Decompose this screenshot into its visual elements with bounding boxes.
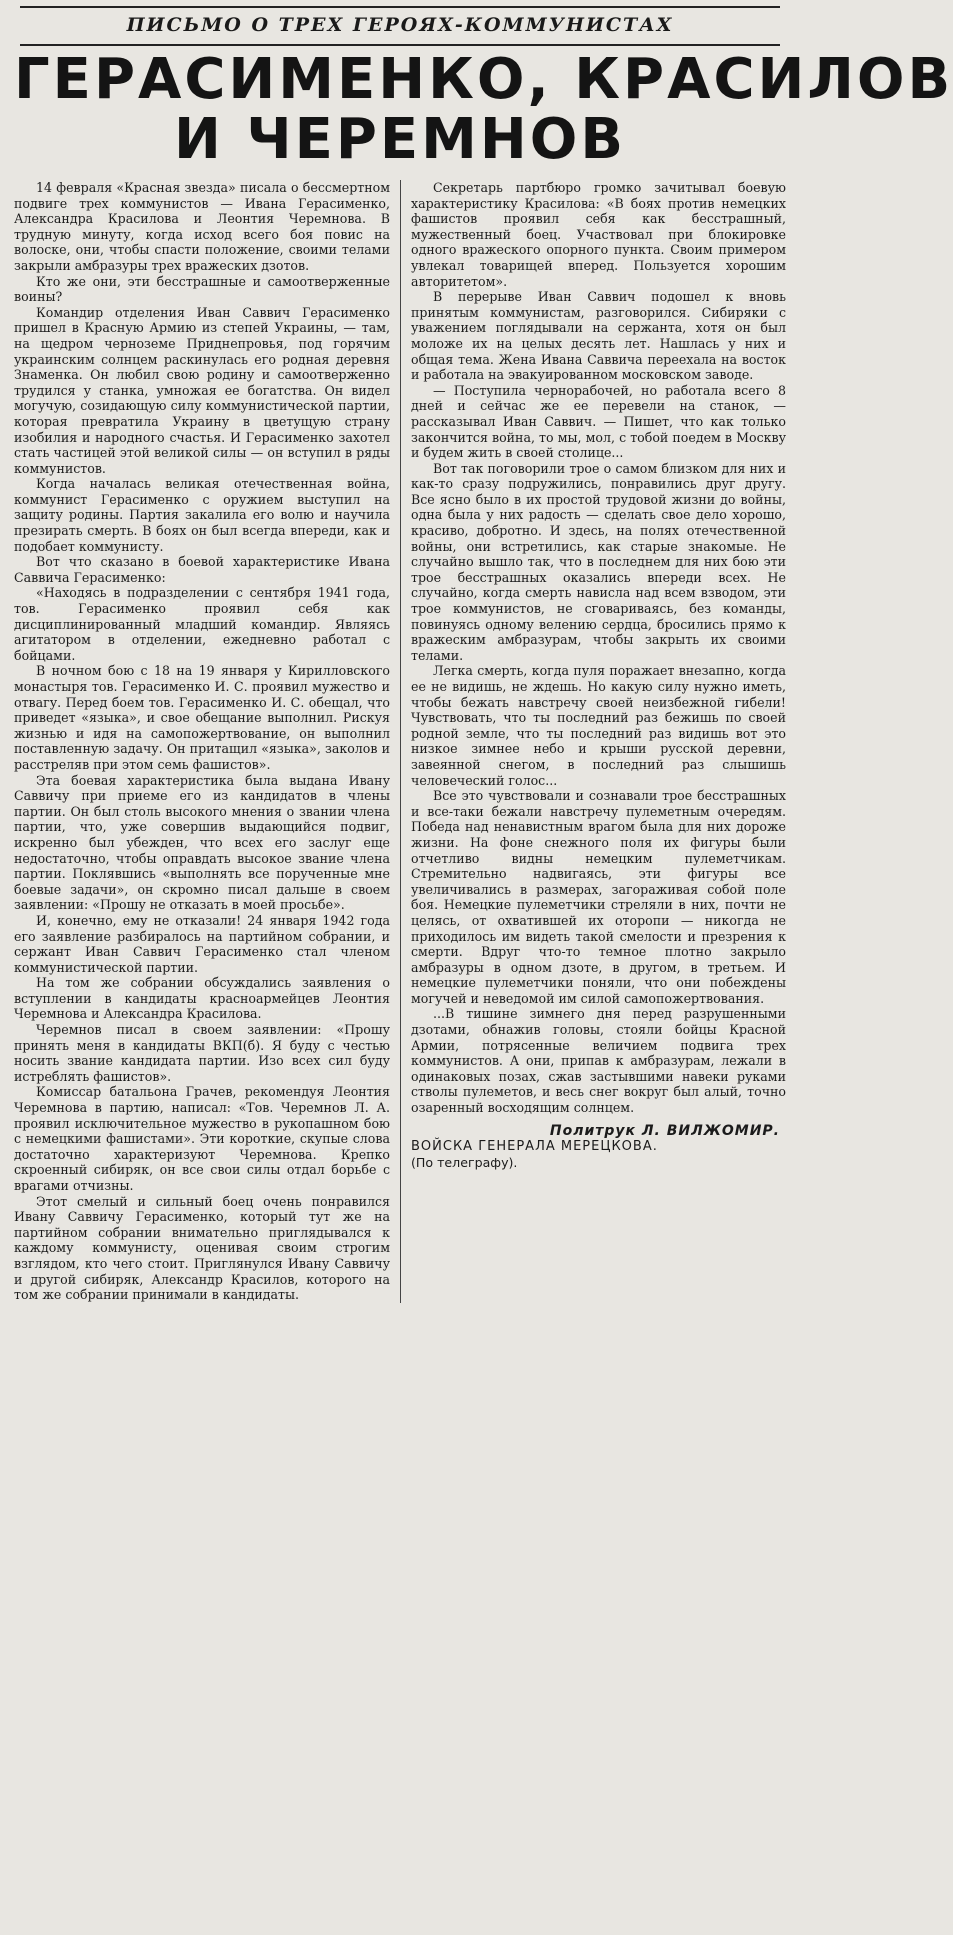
paragraph: Черемнов писал в своем заявлении: «Прошу принять меня в кандидаты ВКП(б). Я буду с честью носить звание кандидата партии. Изо всех сил буду истреблять фашистов». — [14, 1022, 390, 1084]
paragraph: Командир отделения Иван Саввич Герасименко пришел в Красную Армию из степей Украины, — там, на щедром черноземе Приднепровья, под горячим украинским солнцем раскинулась его родная деревня Знаменка. Он любил свою родину и самоотверженно трудился у станка, умножая ее богатства. Он видел могучую, созидающую силу коммунистической партии, которая превратила Украину в цветущую страну изобилия и народного счастья. И Герасименко захотел стать частицей этой великой силы — он вступил в ряды коммунистов. — [14, 304, 390, 476]
headline-line-2: И ЧЕРЕМНОВ — [173, 107, 627, 172]
paragraph: В перерыве Иван Саввич подошел к вновь принятым коммунистам, разговорился. Сибиряки с уважением поглядывали на сержанта, хотя он был моложе их на целых десять лет. Нашлась у них и общая тема. Жена Ивана Саввича переехала на восток и работала на эвакуированном московском заводе. — [411, 289, 786, 383]
rubric-rule — [20, 44, 780, 46]
paragraph: Легка смерть, когда пуля поражает внезапно, когда ее не видишь, не ждешь. Но какую силу нужно иметь, чтобы бежать навстречу своей неизбежной гибели! Чувствовать, что ты последний раз бежишь по своей родной земле, что ты последний раз видишь вот это низкое зимнее небо и крыши русской деревни, завеянной снегом, в последний раз слышишь человеческий голос... — [411, 663, 786, 788]
unit-line: ВОЙСКА ГЕНЕРАЛА МЕРЕЦКОВА. — [411, 1139, 658, 1155]
right-column — [400, 180, 786, 1303]
headline — [14, 47, 953, 172]
paragraph: — Поступила чернорабочей, но работала всего 8 дней и сейчас же ее перевели на станок, — рассказывал Иван Саввич. — Пишет, что как только закончится война, то мы, мол, с тобой поедем в Москву и будем жить в своей столице... — [411, 382, 786, 461]
paragraph: Этот смелый и сильный боец очень понравился Ивану Саввичу Герасименко, который тут же на партийном собрании внимательно приглядывался к каждому коммунисту, оценивая своим строгим взглядом, кто чего стоит. Приглянулся Ивану Саввичу и другой сибиряк, Александр Красилов, которого на том же собрании принимали в кандидаты. — [14, 1193, 390, 1303]
paragraph: «Находясь в подразделении с сентября 1941 года, тов. Герасименко проявил себя как дисциплинированный младший командир. Являясь агитатором в отделении, ежедневно работал с бойцами. — [14, 585, 390, 663]
paragraph: В ночном бою с 18 на 19 января у Кирилловского монастыря тов. Герасименко И. С. проявил мужество и отвагу. Перед боем тов. Герасименко И. С. обещал, что приведет «языка», и свое обещание выполнил. Рискуя жизнью и идя на самопожертвование, он выполнил поставленную задачу. Он притащил «языка», заколов и расстреляв при этом семь фашистов». — [14, 663, 390, 772]
paragraph: Все это чувствовали и сознавали трое бесстрашных и все-таки бежали навстречу пулеметным очередям. Победа над ненавистным врагом была для них дороже жизни. На фоне снежного поля их фигуры были отчетливо видны немецким пулеметчикам. Стремительно надвигаясь, эти фигуры все увеличивались в размерах, загораживая собой поле боя. Немецкие пулеметчики стреляли в них, почти не целясь, от охватившей их оторопи — никогда не приходилось им видеть такой смелости и презрения к смерти. Вдруг что-то темное плотно закрыло амбразуры в одном дзоте, в другом, в третьем. И немецкие пулеметчики поняли, что они побеждены могучей и неведомой им силой самопожертвования. — [411, 788, 786, 1006]
left-column — [14, 180, 400, 1303]
paragraph: 14 февраля «Красная звезда» писала о бессмертном подвиге трех коммунистов — Ивана Герасименко, Александра Красилова и Леонтия Черемнова. В трудную минуту, когда исход всего боя повис на волоске, они, чтобы спасти положение, своими телами закрыли амбразуры трех вражеских дзотов. — [14, 180, 390, 273]
paragraph: Секретарь партбюро громко зачитывал боевую характеристику Красилова: «В боях против немецких фашистов проявил себя как бесстрашный, мужественный боец. Участвовал при блокировке одного вражеского опорного пункта. Своим примером увлекал товарищей вперед. Пользуется хорошим авторитетом». — [411, 180, 786, 289]
headline-line-1: ГЕРАСИМЕНКО, КРАСИЛОВ — [14, 47, 953, 112]
paragraph: Вот что сказано в боевой характеристике Ивана Саввича Герасименко: — [14, 554, 390, 585]
paragraph: Комиссар батальона Грачев, рекомендуя Леонтия Черемнова в партию, написал: «Тов. Черемнов Л. А. проявил исключительное мужество в рукопашном бою с немецкими фашистами». Эти короткие, скупые слова достаточно характеризуют Черемнова. Крепко скроенный сибиряк, он все свои силы отдал борьбе с врагами отчизны. — [14, 1084, 390, 1193]
paragraph: Эта боевая характеристика была выдана Ивану Саввичу при приеме его из кандидатов в члены партии. Он был столь высокого мнения о звании члена партии, что, уже совершив выдающийся подвиг, искренно был убежден, что всех его заслуг еще недостаточно, чтобы оправдать высокое звание члена партии. Поклявшись «выполнять все порученные мне боевые задачи», он скромно писал дальше в своем заявлении: «Прошу не отказать в моей просьбе». — [14, 772, 390, 913]
paragraph: Вот так поговорили трое о самом близком для них и как-то сразу подружились, понравились друг другу. Все ясно было в их простой трудовой жизни до войны, одна была у них радость — сделать свое дело хорошо, красиво, добротно. И здесь, на полях отечественной войны, они встретились, как старые знакомые. Не случайно вышло так, что в последнем для них бою эти трое бесстрашных оказались впереди всех. Не случайно, когда смерть нависла над всем взводом, эти трое коммунистов, не сговариваясь, без команды, повинуясь одному велению сердца, бросились прямо к вражеским амбразурам, чтобы закрыть их своими телами. — [411, 460, 786, 663]
rubric: ПИСЬМО О ТРЕХ ГЕРОЯХ-КОММУНИСТАХ — [126, 14, 674, 36]
source-line: (По телеграфу). — [411, 1154, 518, 1170]
author-signature: Политрук Л. ВИЛЖОМИР. — [549, 1122, 780, 1139]
paragraph: Когда началась великая отечественная война, коммунист Герасименко с оружием выступил на защиту родины. Партия закалила его волю и научила презирать смерть. В боях он был всегда впереди, как и подобает коммунисту. — [14, 476, 390, 554]
article-body — [14, 180, 786, 1303]
paragraph: ...В тишине зимнего дня перед разрушенными дзотами, обнажив головы, стояли бойцы Красной Армии, потрясенные величием подвига трех коммунистов. А они, припав к амбразурам, лежали в одинаковых позах, сжав застывшими навеки руками стволы пулеметов, и весь снег вокруг был алый, точно озаренный восходящим солнцем. — [411, 1006, 786, 1116]
paragraph: На том же собрании обсуждались заявления о вступлении в кандидаты красноармейцев Леонтия Черемнова и Александра Красилова. — [14, 975, 390, 1022]
paragraph: Кто же они, эти бесстрашные и самоотверженные воины? — [14, 273, 390, 305]
paragraph: И, конечно, ему не отказали! 24 января 1942 года его заявление разбиралось на партийном собрании, и сержант Иван Саввич Герасименко стал членом коммунистической партии. — [14, 912, 390, 975]
